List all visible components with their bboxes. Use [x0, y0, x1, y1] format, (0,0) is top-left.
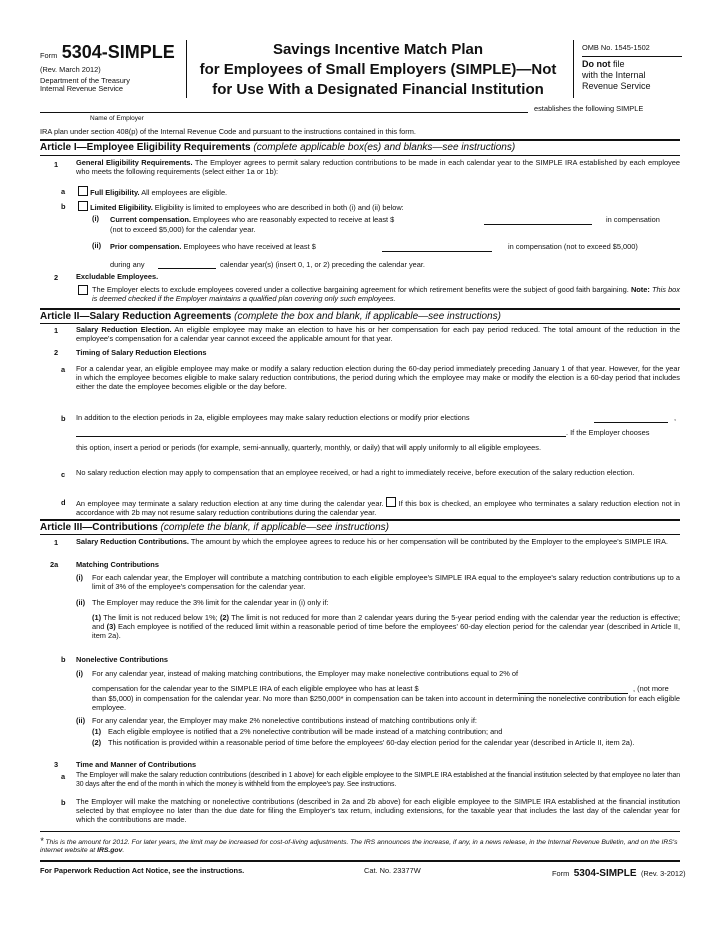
article-2-title: Article II—Salary Reduction Agreements (complete the box and blank, if applicable—see instructions)	[40, 311, 501, 322]
art2-timing-c-text: No salary reduction election may apply to compensation that an employee received, or had a right to immediately receive, before execution of the salary reduction election.	[76, 468, 635, 477]
art1-item-b-letter: b	[61, 202, 66, 211]
timing-heading: Timing of Salary Reduction Elections	[76, 348, 207, 357]
current-comp-limit: (not to exceed $5,000) for the calendar year.	[110, 225, 256, 234]
nonelective-i-text2: compensation for the calendar year to the SIMPLE IRA of each eligible employee who has at least $	[92, 684, 419, 693]
current-compensation-input[interactable]	[484, 224, 592, 225]
footnote: * This is the amount for 2012. For later years, the limit may be increased for cost-of-living adjustments. The IRS announces the increase, if any, in a news release, in the Internal Revenue Bulletin, and on the IRS's internet website at IRS.gov.	[40, 836, 678, 854]
time-manner-b-text: The Employer will make the matching or nonelective contributions (described in 2a and 2b above) for each eligible employee to the SIMPLE IRA established at the financial institution selected by that employee no later than the due date for filing the Employer's tax return, including extensions, for the taxable year that includes the last day of the calendar year for which the contributions are made.	[76, 797, 680, 824]
nonelective-1-text: Each eligible employee is notified that a 2% nonelective contribution will be made instead of a matching contribution; and	[108, 727, 503, 736]
omb-block	[582, 43, 682, 92]
prior-comp-end: in compensation (not to exceed $5,000)	[508, 242, 638, 251]
article-1-title: Article I—Employee Eligibility Requirements (complete applicable box(es) and blanks—see instructions)	[40, 142, 516, 153]
nonelective-ii-label: (ii)	[76, 716, 86, 725]
art3-item-3b-letter: b	[61, 798, 66, 807]
prior-comp-years: calendar year(s) (insert 0, 1, or 2) preceding the calendar year.	[220, 260, 425, 269]
current-comp-end: in compensation	[606, 215, 660, 224]
art2-item-1-number: 1	[54, 326, 59, 335]
time-manner-a-text: The Employer will make the salary reduction contributions (described in 1 above) for each eligible employee to the SIMPLE IRA established at the financial institution selected by that employee no later than 30 days after the end of the month in which the money is withheld from the employee's pay. See instructions.	[76, 772, 680, 788]
header-divider-right	[573, 40, 574, 98]
art2-timing-a-text: For a calendar year, an eligible employee may make or modify a salary reduction election during the 60-day period immediately preceding January 1 of that year. However, for the year in which the employee becomes eligible to make salary reduction contributions, the period during which the employee may make or modify the election is a 60-day period that includes either the date the employee becomes eligible or the day before.	[76, 364, 680, 391]
header-divider-left	[186, 40, 187, 98]
establishes-text: establishes the following SIMPLE	[534, 104, 644, 113]
art1-general-eligibility: General Eligibility Requirements. The Employer agrees to permit salary reduction contributions to be made in each calendar year to the SIMPLE IRA established by each employee who meets the following requirements (select either 1a or 1b):	[76, 158, 680, 176]
match-i-text: For each calendar year, the Employer will contribute a matching contribution to each eligible employee's SIMPLE IRA equal to the employee's salary reduction contributions up to a limit of 3% of the employee's compensation for the calendar year.	[92, 573, 680, 591]
irs-name: Internal Revenue Service	[40, 84, 123, 93]
article-3-title: Article III—Contributions (complete the blank, if applicable—see instructions)	[40, 522, 390, 533]
article-1-bottom-rule	[40, 155, 680, 156]
nonelective-i-text3: , (not more	[633, 684, 669, 693]
employer-name-line[interactable]	[40, 112, 528, 113]
prior-compensation-row: Prior compensation. Employees who have received at least $	[110, 242, 316, 251]
art2-item-2-number: 2	[54, 348, 59, 357]
art3-item-2a-number: 2a	[50, 560, 59, 569]
do-not-file-note: Do not file with the Internal Revenue Service	[582, 56, 682, 92]
salary-reduction-contributions: Salary Reduction Contributions. The amount by which the employee agrees to reduce his or her compensation will be contributed by the Employer to the employee's SIMPLE IRA.	[76, 537, 668, 546]
art2-timing-b-text3: this option, insert a period or periods (for example, semi-annually, quarterly, monthly, or daily) that will apply uniformly to all eligible employees.	[76, 443, 541, 452]
comma: ,	[674, 413, 677, 422]
salary-reduction-election: Salary Reduction Election. An eligible employee may make an election to have his or her compensation for each pay period reduced. The total amount of the reduction in the employee's compensation for a calendar year cannot exceed the applicable amount for that year.	[76, 325, 680, 343]
prior-compensation-input[interactable]	[382, 251, 492, 252]
art2-timing-b-text2: . If the Employer chooses	[566, 428, 650, 437]
revision-date: (Rev. March 2012)	[40, 65, 101, 74]
full-eligibility-row: Full Eligibility. All employees are eligible.	[78, 186, 227, 197]
nonelective-2-text: This notification is provided within a reasonable period of time before the employees' 60-day election period for the calendar year (described in Article II, item 2a).	[108, 738, 635, 747]
footer-rule	[40, 860, 680, 862]
art1-item-a-letter: a	[61, 187, 66, 196]
excludable-employees-heading: Excludable Employees.	[76, 272, 159, 281]
form-title: Savings Incentive Match Plan for Employees of Small Employers (SIMPLE)—Not for Use With a Designated Financial Institution	[199, 41, 557, 98]
article-2-top-rule	[40, 308, 680, 310]
employer-name-label: Name of Employer	[90, 115, 144, 122]
art2-item-b-letter: b	[61, 414, 66, 423]
limited-eligibility-checkbox[interactable]	[78, 201, 88, 211]
art2-item-d-letter: d	[61, 498, 66, 507]
art2-timing-b-text1: In addition to the election periods in 2a, eligible employees may make salary reduction elections or modify prior elections	[76, 413, 470, 422]
current-comp-label: (i)	[92, 214, 99, 223]
match-ii-label: (ii)	[76, 598, 86, 607]
match-i-label: (i)	[76, 573, 83, 582]
matching-heading: Matching Contributions	[76, 560, 159, 569]
prior-comp-label: (ii)	[92, 241, 102, 250]
time-manner-heading: Time and Manner of Contributions	[76, 760, 197, 769]
footer-form-id: Form 5304-SIMPLE (Rev. 3-2012)	[552, 868, 686, 879]
art1-item-2-number: 2	[54, 273, 59, 282]
article-3-bottom-rule	[40, 534, 680, 535]
limited-eligibility-row: Limited Eligibility. Eligibility is limited to employees who are described in both (i) and (ii) below:	[78, 201, 404, 212]
article-2-bottom-rule	[40, 323, 680, 324]
form-id-block	[40, 42, 186, 93]
excludable-employees-checkbox[interactable]	[78, 285, 88, 295]
match-ii-text: The Employer may reduce the 3% limit for the calendar year in (i) only if:	[92, 598, 329, 607]
nonelective-heading: Nonelective Contributions	[76, 655, 168, 664]
art1-item-1-number: 1	[54, 160, 59, 169]
form-number: 5304-SIMPLE	[61, 42, 175, 62]
nonelective-i-text4: than $5,000) in compensation for the calendar year. No more than $250,000* in compensation can be taken into account in determining the nonelective contribution for each eligible employee.	[92, 694, 680, 712]
catalog-number: Cat. No. 23377W	[364, 866, 421, 875]
current-compensation-row: Current compensation. Employees who are reasonably expected to receive at least $	[110, 215, 395, 224]
election-periods-input-b[interactable]	[76, 436, 566, 437]
prior-years-input[interactable]	[158, 268, 216, 269]
article-1-top-rule	[40, 139, 680, 141]
article-3-top-rule	[40, 519, 680, 521]
footnote-rule	[40, 831, 680, 832]
nonelective-1-label: (1)	[92, 727, 102, 736]
full-eligibility-checkbox[interactable]	[78, 186, 88, 196]
omb-number: OMB No. 1545-1502	[582, 43, 650, 52]
nonelective-i-text1: For any calendar year, instead of making matching contributions, the Employer may make nonelective contributions equal to 2% of	[92, 669, 519, 678]
art3-item-1-number: 1	[54, 538, 59, 547]
ira-plan-line: IRA plan under section 408(p) of the Internal Revenue Code and pursuant to the instructions contained in this form.	[40, 127, 416, 136]
excludable-employees-text: The Employer elects to exclude employees covered under a collective bargaining agreement for which retirement benefits were the subject of good faith bargaining. Note: This box is deemed checked if the Employer maintains a qualified plan covering only such employees.	[92, 285, 680, 303]
art2-item-c-letter: c	[61, 470, 66, 479]
nonelective-2-label: (2)	[92, 738, 102, 747]
election-periods-input-a[interactable]	[594, 422, 668, 423]
prior-comp-during: during any	[110, 260, 145, 269]
art2-timing-d-text: An employee may terminate a salary reduction election at any time during the calendar year. If this box is checked, an employee who terminates a salary reduction election not in accordance with 2b may not resume salary reduction contributions during the calendar year.	[76, 499, 680, 517]
paperwork-notice: For Paperwork Reduction Act Notice, see the instructions.	[40, 866, 245, 875]
art3-item-3a-letter: a	[61, 772, 66, 781]
art2-item-a-letter: a	[61, 365, 66, 374]
reduction-conditions: (1) The limit is not reduced below 1%; (2) The limit is not reduced for more than 2 calendar years during the 5-year period ending with the calendar year the reduction is effective; and (3) Each employee is notified of the reduced limit within a reasonable period of time before the employees' 60-day election period for the calendar year (described in Article II, item 2a).	[92, 613, 680, 640]
nonelective-ii-text: For any calendar year, the Employer may make 2% nonelective contributions instead of matching contributions only if:	[92, 716, 477, 725]
art3-item-3-number: 3	[54, 760, 59, 769]
nonelective-i-label: (i)	[76, 669, 83, 678]
no-resume-checkbox[interactable]	[386, 497, 396, 507]
department: Department of the Treasury	[40, 76, 130, 85]
form-word: Form	[40, 51, 58, 60]
art3-item-b-letter: b	[61, 655, 66, 664]
